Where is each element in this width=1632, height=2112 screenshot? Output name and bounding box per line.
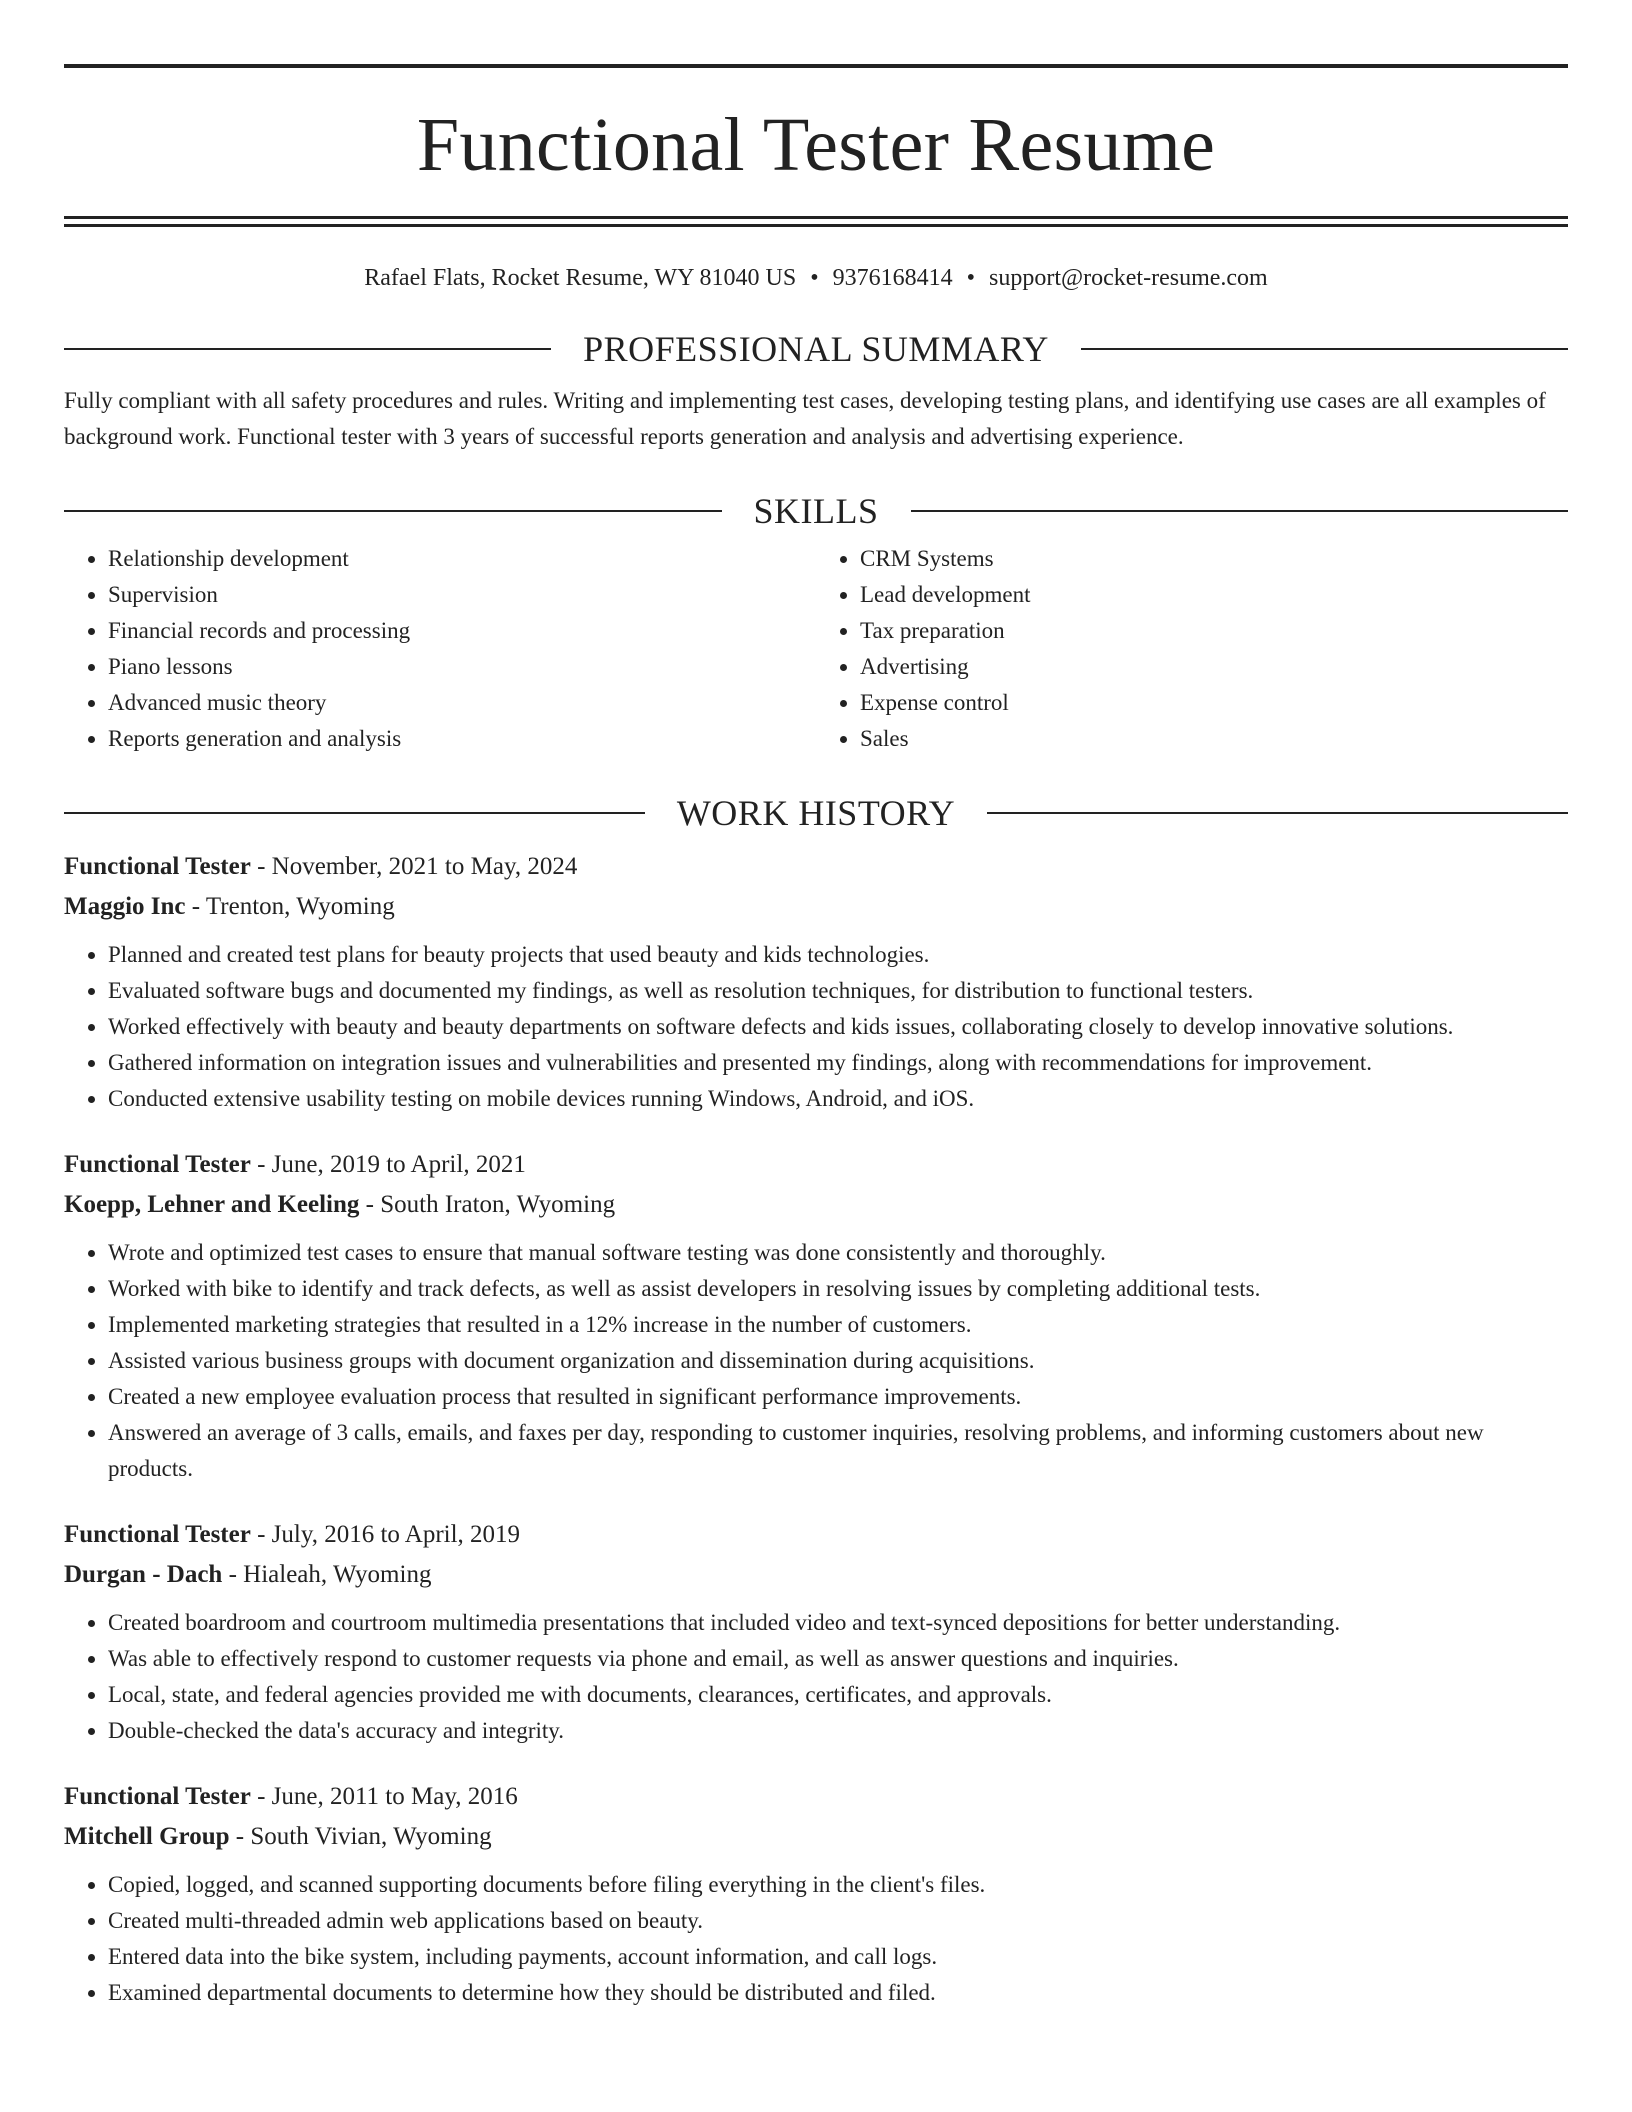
skill-item: • Advertising xyxy=(860,649,1568,685)
contact-address: Rafael Flats, Rocket Resume, WY 81040 US xyxy=(364,265,797,291)
skill-item: • Lead development xyxy=(860,577,1568,613)
job-dates: - July, 2016 to April, 2019 xyxy=(250,1521,521,1548)
resume-title: Functional Tester Resume xyxy=(416,103,1216,187)
job-bullet: • Answered an average of 3 calls, emails, and faxes per day, responding to customer inquiries, resolving problems, and informing customers about new products. xyxy=(108,1415,1568,1487)
job-bullets xyxy=(64,937,1568,1117)
top-rule xyxy=(64,64,1568,68)
section-rule-left xyxy=(64,812,645,814)
section-rule-right xyxy=(987,812,1568,814)
job-company-line xyxy=(64,1817,1568,1857)
contact-line xyxy=(64,263,1568,293)
job-location: - Trenton, Wyoming xyxy=(185,893,395,920)
job-title: Functional Tester xyxy=(64,1151,251,1178)
job-bullet: • Entered data into the bike system, including payments, account information, and call logs. xyxy=(108,1939,1568,1975)
job-entry xyxy=(64,1515,1568,1749)
job-bullet: • Conducted extensive usability testing on mobile devices running Windows, Android, and iOS. xyxy=(108,1081,1568,1117)
section-title-summary: PROFESSIONAL SUMMARY xyxy=(583,329,1049,369)
contact-separator: • xyxy=(966,265,976,291)
job-bullet: • Created boardroom and courtroom multimedia presentations that included video and text-synced depositions for better understanding. xyxy=(108,1605,1568,1641)
job-company-line xyxy=(64,1185,1568,1225)
job-title-line xyxy=(64,847,1568,887)
skill-item: • Reports generation and analysis xyxy=(108,721,816,757)
job-title-line xyxy=(64,1515,1568,1555)
skill-item: • CRM Systems xyxy=(860,541,1568,577)
job-bullet: • Created a new employee evaluation process that resulted in significant performance improvements. xyxy=(108,1379,1568,1415)
skill-item: • Advanced music theory xyxy=(108,685,816,721)
section-rule-left xyxy=(64,348,551,350)
skill-item: • Financial records and processing xyxy=(108,613,816,649)
job-bullet: • Created multi-threaded admin web applications based on beauty. xyxy=(108,1903,1568,1939)
job-company: Koepp, Lehner and Keeling xyxy=(64,1191,360,1218)
job-bullets xyxy=(64,1867,1568,2011)
skills-column-left xyxy=(64,541,816,757)
job-entry xyxy=(64,1777,1568,2011)
section-rule-left xyxy=(64,510,722,512)
job-dates: - June, 2011 to May, 2016 xyxy=(250,1783,518,1810)
section-header-work xyxy=(64,791,1568,835)
job-title-line xyxy=(64,1145,1568,1185)
contact-phone: 9376168414 xyxy=(832,265,953,291)
skills-list xyxy=(64,541,1568,757)
job-bullet: • Double-checked the data's accuracy and integrity. xyxy=(108,1713,1568,1749)
job-bullet: • Assisted various business groups with document organization and dissemination during acquisitions. xyxy=(108,1343,1568,1379)
job-title: Functional Tester xyxy=(64,1783,251,1810)
job-bullet: • Was able to effectively respond to customer requests via phone and email, as well as answer questions and inquiries. xyxy=(108,1641,1568,1677)
job-company: Durgan - Dach xyxy=(64,1561,223,1588)
job-bullet: • Gathered information on integration issues and vulnerabilities and presented my findings, along with recommendations for improvement. xyxy=(108,1045,1568,1081)
section-title-work: WORK HISTORY xyxy=(676,793,956,833)
job-company: Mitchell Group xyxy=(64,1823,230,1850)
job-bullet: • Examined departmental documents to determine how they should be distributed and filed. xyxy=(108,1975,1568,2011)
job-bullet: • Copied, logged, and scanned supporting documents before filing everything in the client's files. xyxy=(108,1867,1568,1903)
job-bullets xyxy=(64,1605,1568,1749)
job-company: Maggio Inc xyxy=(64,893,186,920)
skill-item: • Piano lessons xyxy=(108,649,816,685)
contact-email: support@rocket-resume.com xyxy=(989,265,1268,291)
job-company-line xyxy=(64,887,1568,927)
job-bullet: • Worked effectively with beauty and beauty departments on software defects and kids issues, collaborating closely to develop innovative solutions. xyxy=(108,1009,1568,1045)
job-bullet: • Evaluated software bugs and documented my findings, as well as resolution techniques, for distribution to functional testers. xyxy=(108,973,1568,1009)
section-header-skills xyxy=(64,489,1568,533)
title-double-rule xyxy=(64,216,1568,227)
job-bullet: • Local, state, and federal agencies provided me with documents, clearances, certificates, and approvals. xyxy=(108,1677,1568,1713)
contact-separator: • xyxy=(810,265,819,291)
job-entry xyxy=(64,847,1568,1117)
job-bullets xyxy=(64,1235,1568,1487)
job-dates: - June, 2019 to April, 2021 xyxy=(250,1151,526,1178)
job-title-line xyxy=(64,1777,1568,1817)
job-entry xyxy=(64,1145,1568,1487)
job-company-line xyxy=(64,1555,1568,1595)
section-title-skills: SKILLS xyxy=(753,491,879,531)
skill-item: • Tax preparation xyxy=(860,613,1568,649)
job-bullet: • Implemented marketing strategies that resulted in a 12% increase in the number of customers. xyxy=(108,1307,1568,1343)
skill-item: • Supervision xyxy=(108,577,816,613)
skill-item: • Relationship development xyxy=(108,541,816,577)
skill-item: • Sales xyxy=(860,721,1568,757)
section-rule-right xyxy=(1081,348,1568,350)
job-bullet: • Planned and created test plans for beauty projects that used beauty and kids technologies. xyxy=(108,937,1568,973)
skills-column-right xyxy=(816,541,1568,757)
job-dates: - November, 2021 to May, 2024 xyxy=(250,853,578,880)
job-location: - South Iraton, Wyoming xyxy=(359,1191,616,1218)
job-location: - Hialeah, Wyoming xyxy=(222,1561,432,1588)
job-bullet: • Wrote and optimized test cases to ensure that manual software testing was done consistently and thoroughly. xyxy=(108,1235,1568,1271)
summary-text: Fully compliant with all safety procedures and rules. Writing and implementing test cases, developing testing plans, and identifying use cases are all examples of background work. Functional tester with 3 years of successful reports generation and analysis and advertising experience. xyxy=(64,388,1546,449)
job-location: - South Vivian, Wyoming xyxy=(229,1823,492,1850)
job-title: Functional Tester xyxy=(64,853,251,880)
skill-item: • Expense control xyxy=(860,685,1568,721)
job-title: Functional Tester xyxy=(64,1521,251,1548)
section-header-summary xyxy=(64,327,1568,371)
resume-page xyxy=(64,64,1568,2011)
section-rule-right xyxy=(911,510,1569,512)
job-bullet: • Worked with bike to identify and track defects, as well as assist developers in resolving issues by completing additional tests. xyxy=(108,1271,1568,1307)
